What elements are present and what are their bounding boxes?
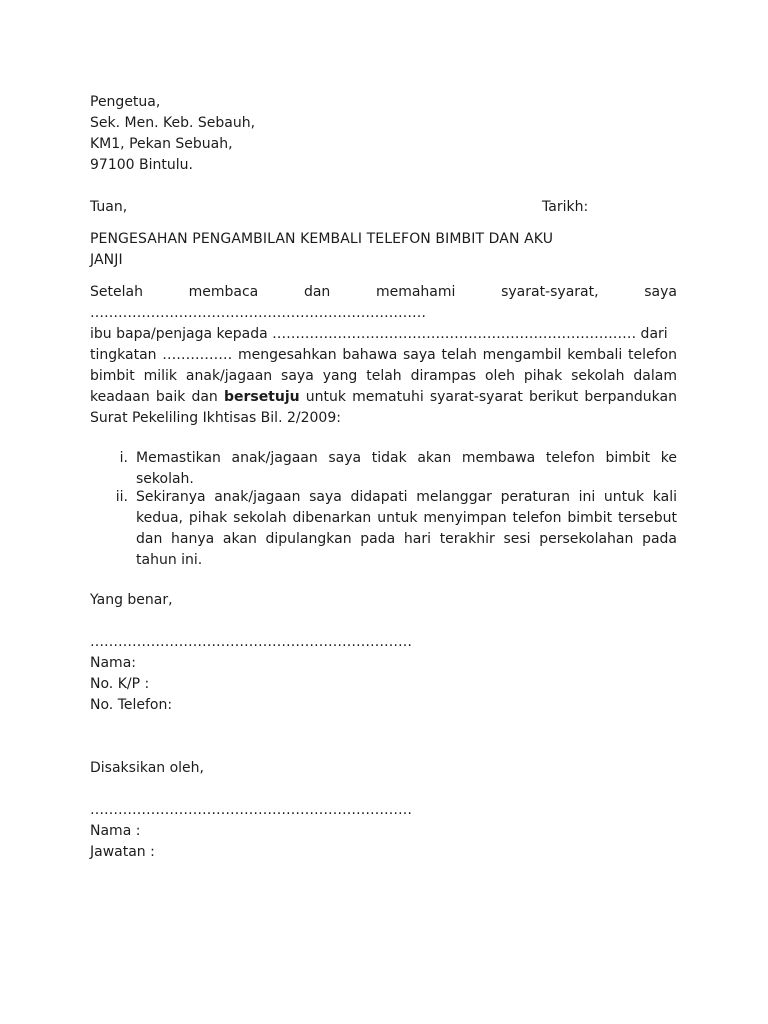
witness-label: Disaksikan oleh, xyxy=(90,760,204,776)
salutation-row xyxy=(90,197,677,218)
body-word: syarat-syarat, xyxy=(501,284,599,300)
body-text: untuk mematuhi syarat-syarat berikut berpandukan Surat Pekeliling Ikhtisas Bil. 2/2009: xyxy=(90,389,677,426)
address-line: KM1, Pekan Sebuah, xyxy=(90,136,233,152)
salutation: Tuan, xyxy=(90,199,128,215)
list-item xyxy=(90,448,677,490)
list-item-text: Sekiranya anak/jagaan saya didapati melanggar peraturan ini untuk kali kedua, pihak sekolah dibenarkan untuk menyimpan telefon bimbit tersebut dan hanya akan dipulangkan pada hari terakhir sesi persekolahan pada tahun ini. xyxy=(136,489,677,568)
list-item xyxy=(90,487,677,571)
body-word: saya xyxy=(644,284,677,300)
recipient-address xyxy=(90,92,677,176)
witness-signature-line: …………………………………………………………… xyxy=(90,802,412,818)
date-label: Tarikh: xyxy=(542,199,589,215)
name-label: Nama: xyxy=(90,655,136,671)
witness-name-label: Nama : xyxy=(90,823,141,839)
body-word: Setelah xyxy=(90,284,143,300)
list-item-text: Memastikan anak/jagaan saya tidak akan membawa telefon bimbit ke sekolah. xyxy=(136,450,677,487)
blank-name-line: ……………………………………………………………… xyxy=(90,305,426,321)
address-line: 97100 Bintulu. xyxy=(90,157,193,173)
signature-line: …………………………………………………………… xyxy=(90,634,412,650)
body-word: dan xyxy=(303,284,331,300)
address-line: Sek. Men. Keb. Sebauh, xyxy=(90,115,256,131)
conditions-list xyxy=(90,448,677,571)
title-line: PENGESAHAN PENGAMBILAN KEMBALI TELEFON BIMBIT DAN AKU xyxy=(90,231,554,247)
body-rest xyxy=(90,345,677,429)
body-parent-line: ibu bapa/penjaga kepada …………………………………………………………………… dari xyxy=(90,326,668,342)
list-marker: ii. xyxy=(115,489,128,505)
title-line: JANJI xyxy=(90,252,123,268)
phone-label: No. Telefon: xyxy=(90,697,173,713)
closing-block xyxy=(90,590,677,863)
closing-text: Yang benar, xyxy=(90,592,173,608)
list-marker: i. xyxy=(119,450,128,466)
ic-label: No. K/P : xyxy=(90,676,150,692)
witness-position-label: Jawatan : xyxy=(90,844,155,860)
body-text: tingkatan …………… mengesahkan bahawa saya telah mengambil kembali telefon bimbit milik anak/jagaan saya yang telah dirampas oleh pihak sekolah dalam keadaan baik dan xyxy=(90,347,677,405)
body-word: membaca xyxy=(188,284,259,300)
letter-page xyxy=(90,92,677,863)
body-paragraph xyxy=(90,282,677,429)
address-line: Pengetua, xyxy=(90,94,161,110)
letter-title xyxy=(90,229,677,271)
body-first-line xyxy=(90,282,677,303)
body-bold-text: bersetuju xyxy=(223,389,300,405)
body-word: memahami xyxy=(375,284,456,300)
